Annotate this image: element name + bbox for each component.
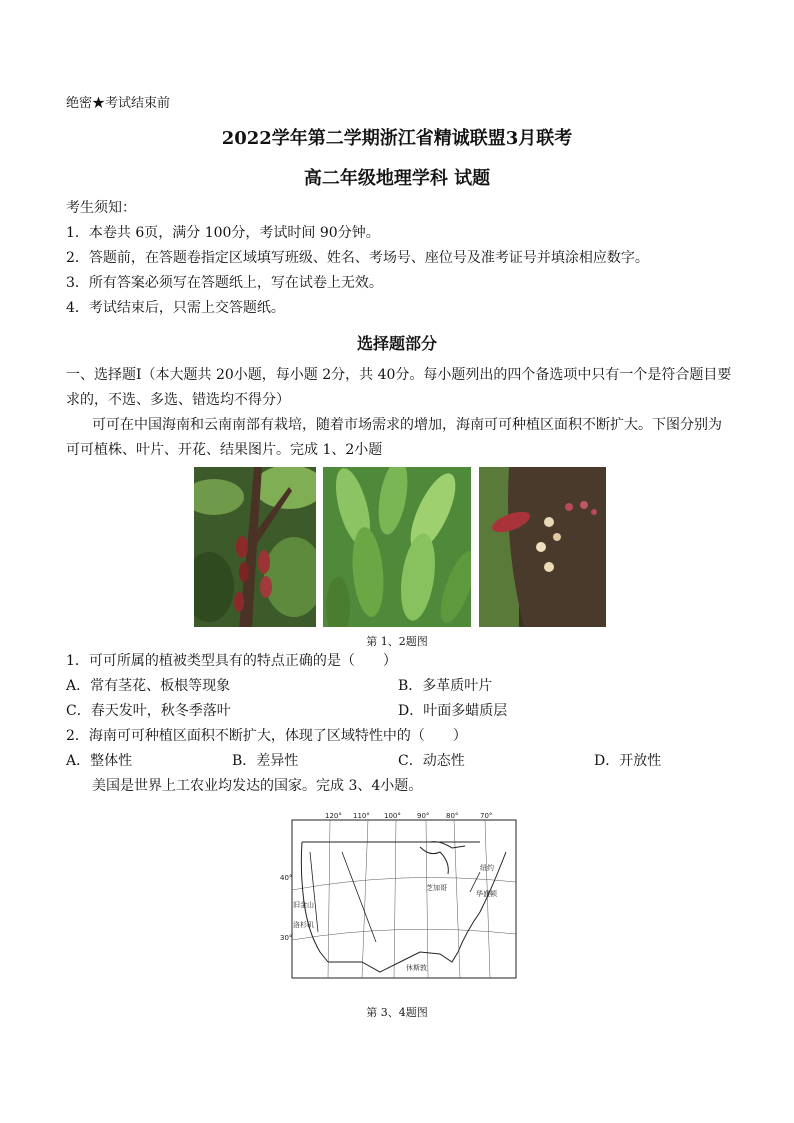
city-label: 休斯敦 bbox=[406, 964, 427, 972]
question2-option-b: B．差异性 bbox=[232, 753, 299, 769]
city-label: 洛杉矶 bbox=[293, 921, 314, 929]
figure2-caption: 第 3、4题图 bbox=[366, 1006, 428, 1019]
city-label: 旧金山 bbox=[293, 901, 314, 909]
city-label: 华盛顿 bbox=[476, 890, 497, 898]
passage2: 美国是世界上工农业均发达的国家。完成 3、4小题。 bbox=[92, 778, 423, 794]
cacao-flowers-photo bbox=[479, 467, 606, 627]
notice-item: 3．所有答案必须写在答题纸上，写在试卷上无效。 bbox=[66, 275, 383, 291]
lon-label: 120° bbox=[325, 812, 342, 820]
city-label: 芝加哥 bbox=[426, 884, 447, 892]
part1-intro-line2: 求的，不选、多选、错选均不得分） bbox=[66, 392, 290, 408]
subject-title: 高二年级地理学科 试题 bbox=[303, 168, 491, 189]
question1-option-b: B．多革质叶片 bbox=[398, 678, 493, 694]
usa-map bbox=[280, 812, 518, 980]
question2-option-d: D．开放性 bbox=[594, 753, 662, 769]
lat-label: 40° bbox=[280, 874, 293, 882]
notice-heading: 考生须知： bbox=[66, 200, 136, 216]
secret-mark: 绝密★考试结束前 bbox=[66, 96, 171, 111]
cacao-leaves-photo bbox=[323, 467, 471, 627]
lon-label: 70° bbox=[480, 812, 493, 820]
question1-stem: 1．可可所属的植被类型具有的特点正确的是（ ） bbox=[66, 653, 397, 669]
passage1-line1: 可可在中国海南和云南南部有栽培，随着市场需求的增加，海南可可种植区面积不断扩大。下图分别为 bbox=[92, 417, 722, 433]
question2-option-c: C．动态性 bbox=[398, 753, 465, 769]
lon-label: 90° bbox=[417, 812, 430, 820]
passage1-line2: 可可植株、叶片、开花、结果图片。完成 1、2小题 bbox=[66, 442, 383, 458]
question1-option-d: D．叶面多蜡质层 bbox=[398, 703, 508, 719]
question2-stem: 2．海南可可种植区面积不断扩大，体现了区域特性中的（ ） bbox=[66, 728, 467, 744]
question2-option-a: A．整体性 bbox=[66, 753, 133, 769]
city-label: 纽约 bbox=[480, 864, 494, 872]
section-title: 选择题部分 bbox=[356, 334, 437, 353]
question1-option-a: A．常有茎花、板根等现象 bbox=[66, 678, 231, 694]
lon-label: 80° bbox=[446, 812, 459, 820]
lon-label: 110° bbox=[353, 812, 370, 820]
notice-item: 4．考试结束后，只需上交答题纸。 bbox=[66, 300, 285, 316]
exam-title: 2022学年第二学期浙江省精诚联盟3月联考 bbox=[221, 128, 573, 149]
notice-item: 2．答题前，在答题卷指定区域填写班级、姓名、考场号、座位号及准考证号并填涂相应数字。 bbox=[66, 250, 649, 266]
cacao-plant-photo bbox=[194, 467, 316, 627]
notice-item: 1．本卷共 6页，满分 100分，考试时间 90分钟。 bbox=[66, 225, 380, 241]
question1-option-c: C．春天发叶，秋冬季落叶 bbox=[66, 703, 231, 719]
lat-label: 30° bbox=[280, 934, 293, 942]
figure1-caption: 第 1、2题图 bbox=[366, 635, 428, 648]
part1-intro-line1: 一、选择题Ⅰ（本大题共 20小题，每小题 2分，共 40分。每小题列出的四个备选项中只有一个是符合题目要 bbox=[66, 367, 732, 383]
lon-label: 100° bbox=[384, 812, 401, 820]
